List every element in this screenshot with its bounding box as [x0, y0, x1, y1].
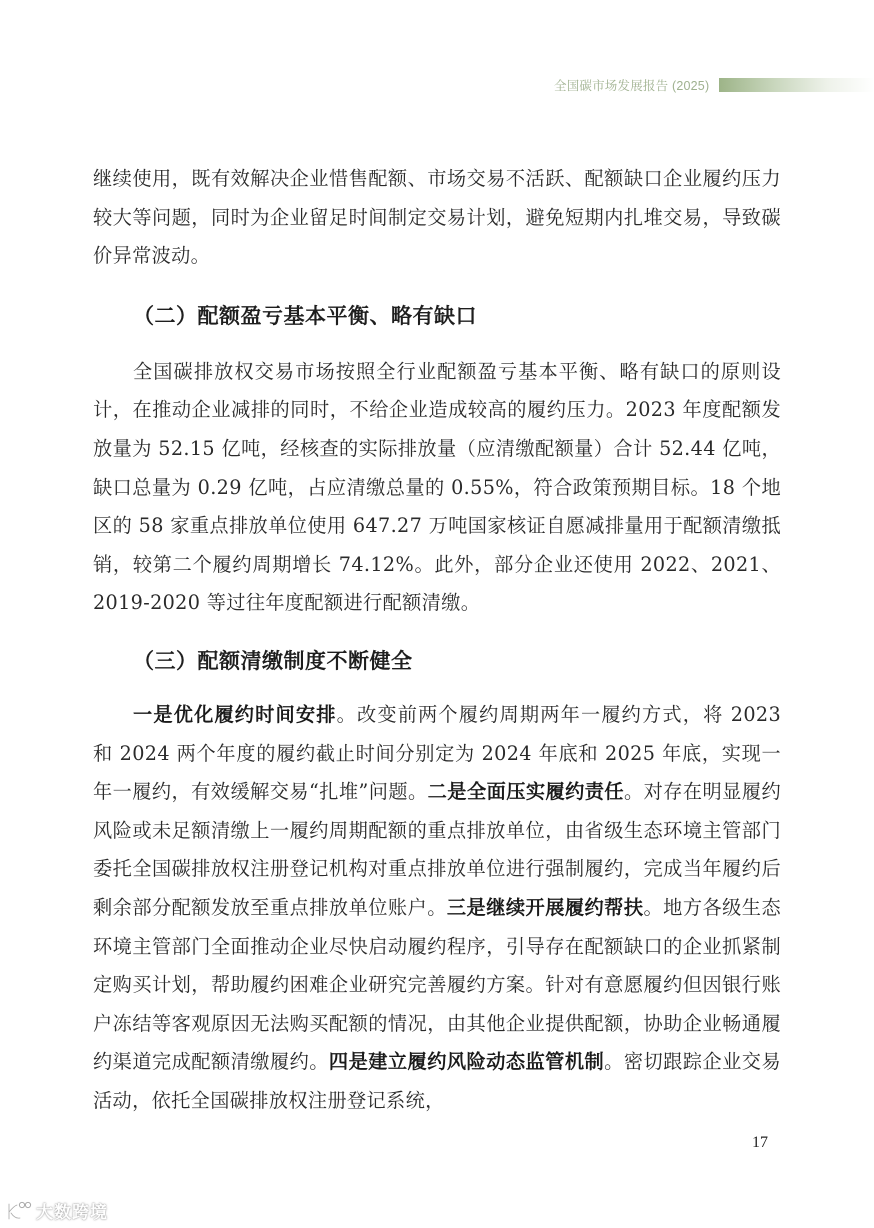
section-heading-2: （二）配额盈亏基本平衡、略有缺口 [133, 302, 477, 328]
point-1-text: 。改变前两个履约周期两年一履约方式，将 2023 和 2024 两个年度的履约截止时间分别定为 2024 年底和 2025 年底，实现一年一履约，有效缓解交易“扎堆”问题。 [93, 702, 781, 804]
paragraph-continued: 继续使用，既有效解决企业惜售配额、市场交易不活跃、配额缺口企业履约压力较大等问题，同时为企业留足时间制定交易计划，避免短期内扎堆交易，导致碳价异常波动。 [93, 167, 781, 268]
point-4-lead: 四是建立履约风险动态监管机制 [328, 1050, 605, 1074]
point-2-lead: 二是全面压实履约责任 [427, 780, 625, 804]
point-1-lead: 一是优化履约时间安排 [133, 702, 337, 726]
page-number: 17 [752, 1134, 768, 1151]
watermark [6, 1198, 108, 1223]
section-heading-3: （三）配额清缴制度不断健全 [133, 647, 413, 673]
point-2-text: 。对存在明显履约风险或未足额清缴上一履约周期配额的重点排放单位，由省级生态环境主管部门委托全国碳排放权注册登记机构对重点排放单位进行强制履约，完成当年履约后剩余部分配额发放至重点排放单位账户。 [93, 780, 781, 919]
paragraph-compliance-system [93, 696, 781, 1121]
point-3-text: 。地方各级生态环境主管部门全面推动企业尽快启动履约程序，引导存在配额缺口的企业抓紧制定购买计划，帮助履约困难企业研究完善履约方案。针对有意愿履约但因银行账户冻结等客观原因无法购买配额的情况，由其他企业提供配额，协助企业畅通履约渠道完成配额清缴履约。 [93, 895, 781, 1074]
header-gradient-bar [719, 78, 874, 92]
point-3-lead: 三是继续开展履约帮扶 [446, 895, 644, 919]
page-content [93, 160, 781, 1120]
paragraph-allocation-balance: 全国碳排放权交易市场按照全行业配额盈亏基本平衡、略有缺口的原则设计，在推动企业减排的同时，不给企业造成较高的履约压力。2023 年度配额发放量为 52.15 亿吨，经核查的实际排放量（应清缴配额量）合计 52.44 亿吨，缺口总量为 0.29 亿吨，占应清缴总量的 0.55%，符合政策预期目标。18 个地区的 58 家重点排放单位使用 647.27 万吨国家核证自愿减排量用于配额清缴抵销，较第二个履约周期增长 74.12%。此外，部分企业还使用 2022、2021、2019-2020 等过往年度配额进行配额清缴。 [93, 359, 781, 615]
running-header-title: 全国碳市场发展报告 (2025) [554, 79, 710, 93]
watermark-text: 大数跨境 [36, 1203, 108, 1223]
running-header [554, 76, 709, 94]
point-4-text: 。密切跟踪企业交易活动，依托全国碳排放权注册登记系统， [93, 1050, 781, 1112]
watermark-logo-icon [6, 1200, 32, 1222]
